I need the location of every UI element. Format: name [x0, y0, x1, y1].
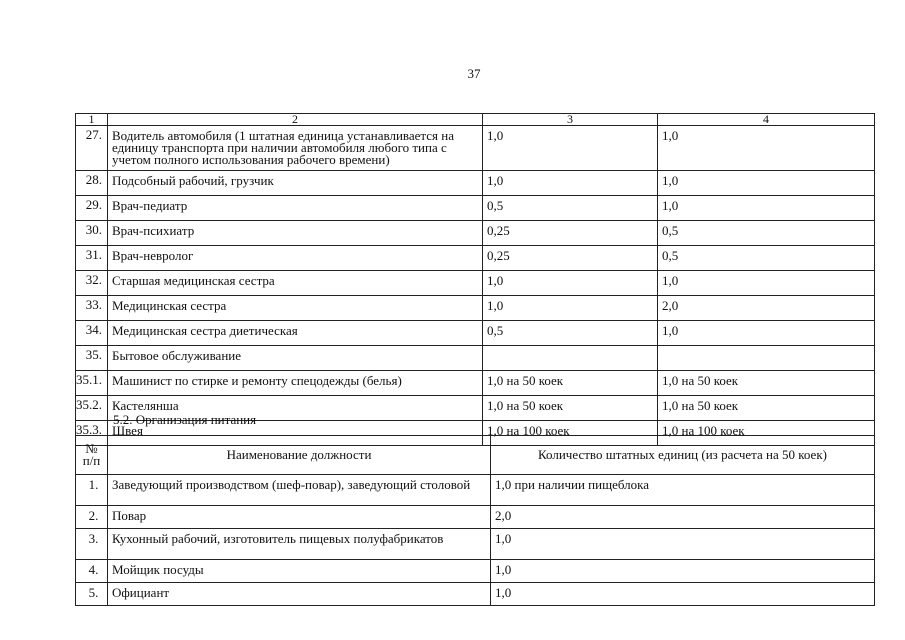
position-name: Заведующий производством (шеф-повар), заведующий столовой	[108, 475, 491, 506]
row-number: 33.	[76, 296, 108, 321]
position-name: Врач-психиатр	[108, 221, 483, 246]
page-number: 37	[467, 66, 481, 81]
position-name: Подсобный рабочий, грузчик	[108, 171, 483, 196]
table-row	[76, 346, 875, 371]
table-row	[76, 506, 875, 529]
staffing-table	[75, 113, 875, 446]
row-number: 3.	[76, 529, 108, 560]
row-number: 35.1.	[76, 371, 108, 396]
staff-count: 1,0 при наличии пищеблока	[491, 475, 875, 506]
table-row	[76, 560, 875, 583]
value-col4: 0,5	[658, 246, 875, 271]
header-staff-count: Количество штатных единиц (из расчета на 50 коек)	[491, 436, 875, 475]
position-name: Медицинская сестра	[108, 296, 483, 321]
column-number-4: 4	[658, 114, 875, 126]
value-col3: 1,0	[483, 126, 658, 171]
table-header-row	[76, 436, 875, 475]
position-name: Кухонный рабочий, изготовитель пищевых полуфабрикатов	[108, 529, 491, 560]
row-number: 35.	[76, 346, 108, 371]
table-row	[76, 475, 875, 506]
table-row	[76, 171, 875, 196]
row-number: 27.	[76, 126, 108, 171]
table-row	[76, 321, 875, 346]
value-col4: 1,0 на 50 коек	[658, 396, 875, 421]
value-col3: 1,0 на 50 коек	[483, 396, 658, 421]
table-row	[76, 296, 875, 321]
position-name: Медицинская сестра диетическая	[108, 321, 483, 346]
table-row	[76, 126, 875, 171]
row-number: 5.	[76, 583, 108, 606]
value-col4	[658, 346, 875, 371]
staff-count: 1,0	[491, 560, 875, 583]
row-number: 4.	[76, 560, 108, 583]
table-row	[76, 196, 875, 221]
position-name: Мойщик посуды	[108, 560, 491, 583]
catering-staffing-table	[75, 435, 875, 606]
value-col4: 1,0	[658, 171, 875, 196]
value-col3: 1,0 на 100 коек	[483, 421, 658, 446]
row-number: 35.2.	[76, 396, 108, 421]
table-row	[76, 583, 875, 606]
table-row	[76, 271, 875, 296]
header-number: № п/п	[76, 436, 108, 475]
value-col4: 1,0	[658, 321, 875, 346]
position-name: Водитель автомобиля (1 штатная единица устанавливается на единицу транспорта при наличии автомобиля любого типа с учетом полного использования рабочего времени)	[108, 126, 483, 171]
value-col3: 0,5	[483, 196, 658, 221]
column-number-1: 1	[76, 114, 108, 126]
value-col4: 1,0	[658, 196, 875, 221]
table-row	[76, 246, 875, 271]
table-row	[76, 529, 875, 560]
value-col3: 0,25	[483, 221, 658, 246]
value-col3: 0,5	[483, 321, 658, 346]
value-col4: 1,0	[658, 126, 875, 171]
position-name: Повар	[108, 506, 491, 529]
header-position-name: Наименование должности	[108, 436, 491, 475]
position-name: Врач-педиатр	[108, 196, 483, 221]
value-col3: 1,0	[483, 271, 658, 296]
column-number-2: 2	[108, 114, 483, 126]
position-name: Бытовое обслуживание	[108, 346, 483, 371]
position-name: Машинист по стирке и ремонту спецодежды (белья)	[108, 371, 483, 396]
table-row	[76, 371, 875, 396]
row-number: 1.	[76, 475, 108, 506]
position-name: Швея	[108, 421, 483, 446]
value-col4: 1,0	[658, 271, 875, 296]
table-header-row	[76, 114, 875, 126]
row-number: 35.3.	[76, 421, 108, 446]
value-col4: 0,5	[658, 221, 875, 246]
row-number: 30.	[76, 221, 108, 246]
position-name: Кастелянша	[108, 396, 483, 421]
value-col4: 1,0 на 50 коек	[658, 371, 875, 396]
table-row	[76, 221, 875, 246]
staff-count: 2,0	[491, 506, 875, 529]
position-name: Врач-невролог	[108, 246, 483, 271]
column-number-3: 3	[483, 114, 658, 126]
value-col3: 1,0 на 50 коек	[483, 371, 658, 396]
row-number: 34.	[76, 321, 108, 346]
value-col3	[483, 346, 658, 371]
position-name: Официант	[108, 583, 491, 606]
value-col4: 2,0	[658, 296, 875, 321]
value-col3: 0,25	[483, 246, 658, 271]
staff-count: 1,0	[491, 583, 875, 606]
row-number: 31.	[76, 246, 108, 271]
value-col4: 1,0 на 100 коек	[658, 421, 875, 446]
value-col3: 1,0	[483, 171, 658, 196]
value-col3: 1,0	[483, 296, 658, 321]
row-number: 28.	[76, 171, 108, 196]
row-number: 2.	[76, 506, 108, 529]
staff-count: 1,0	[491, 529, 875, 560]
position-name: Старшая медицинская сестра	[108, 271, 483, 296]
section-title: 5.2. Организация питания	[113, 412, 257, 427]
row-number: 32.	[76, 271, 108, 296]
row-number: 29.	[76, 196, 108, 221]
